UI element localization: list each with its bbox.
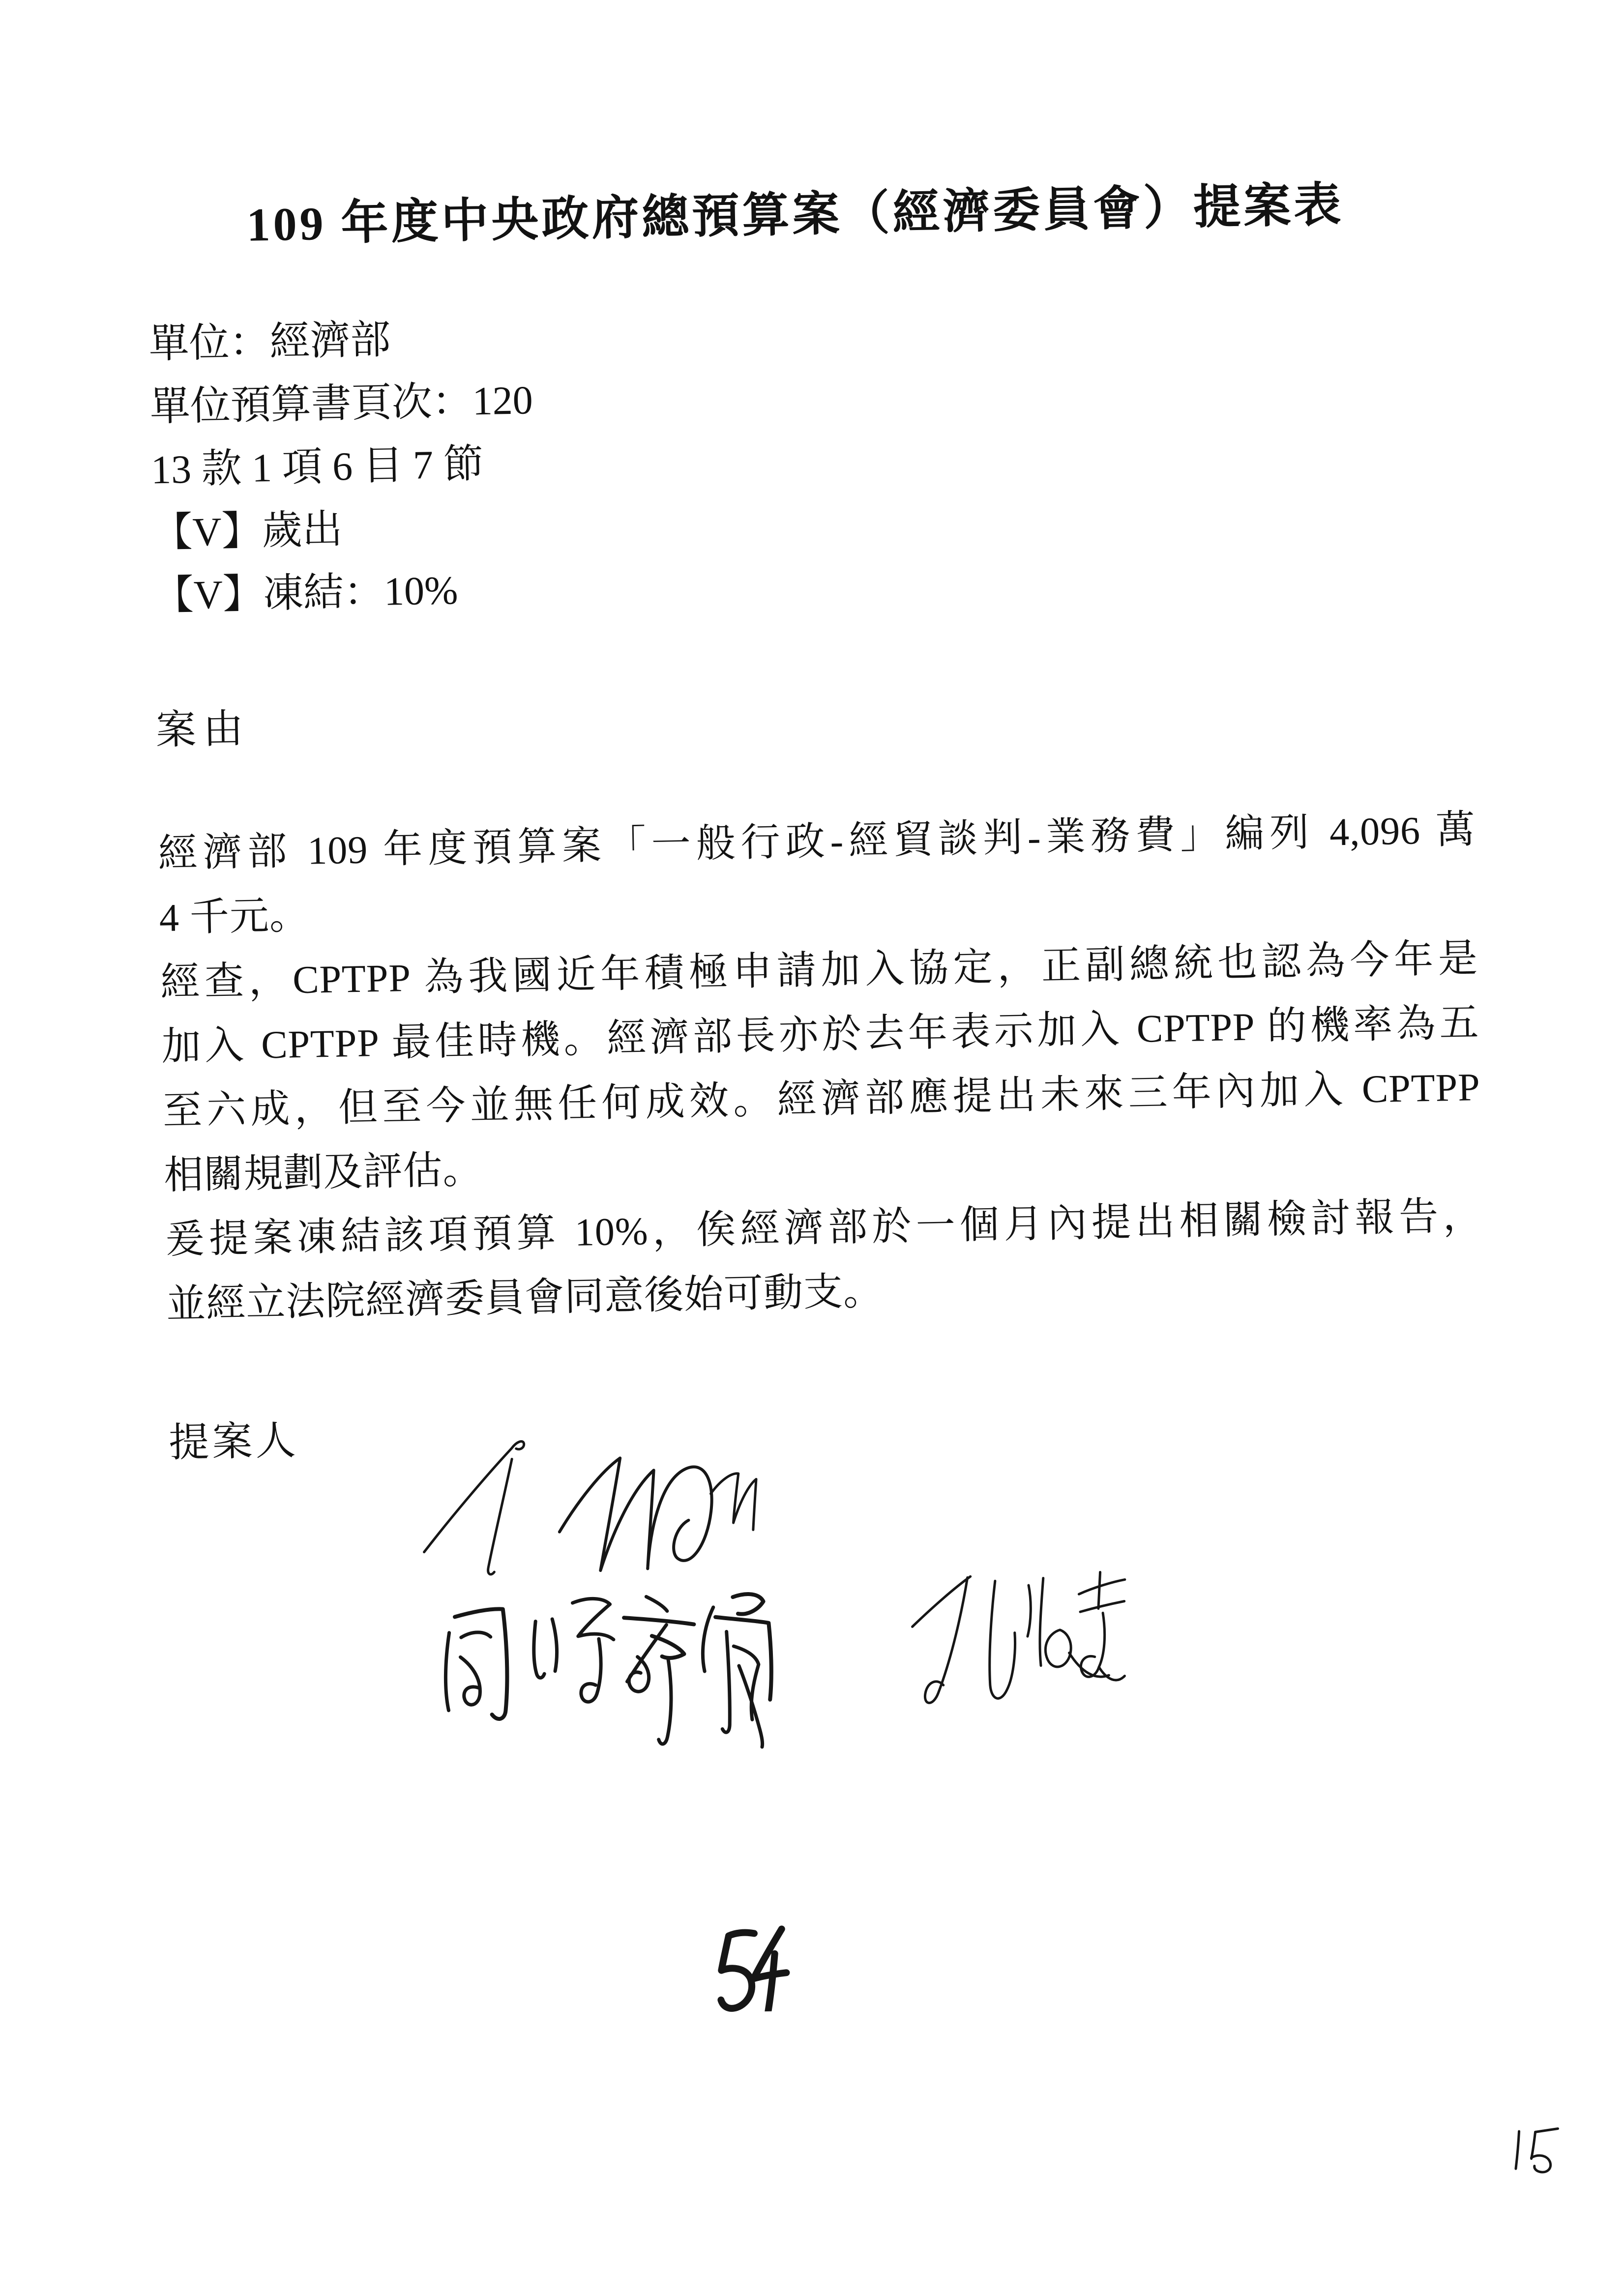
- body-line: 經濟部 109 年度預算案「一般行政-經貿談判-業務費」編列 4,096 萬: [157, 808, 1476, 876]
- case-description: [157, 798, 1484, 1337]
- section-heading-case: 案由: [155, 706, 251, 753]
- body-line: 相關規劃及評估。: [163, 1148, 483, 1198]
- signature-2-handwriting: [439, 1573, 786, 1757]
- handwritten-page-number-15: [1510, 2124, 1563, 2175]
- handwritten-page-number-54: [707, 1925, 792, 2012]
- page-title: 109 年度中央政府總預算案（經濟委員會）提案表: [246, 178, 1345, 251]
- body-line: 爰提案凍結該項預算 10%，俟經濟部於一個月內提出相關檢討報告，: [165, 1194, 1483, 1262]
- meta-block: [148, 289, 1471, 627]
- meta-budget-page-line: 單位預算書頁次：120: [149, 378, 533, 430]
- meta-budget-item-line: 13 款 1 項 6 目 7 節: [150, 441, 484, 493]
- proposer-label: 提案人: [168, 1418, 299, 1466]
- body-line: 加入 CPTPP 最佳時機。經濟部長亦於去年表示加入 CPTPP 的機率為五: [161, 1001, 1480, 1069]
- signature-1-handwriting: [411, 1424, 768, 1580]
- body-line: 經查，CPTPP 為我國近年積極申請加入協定，正副總統也認為今年是: [160, 937, 1478, 1005]
- checkbox-expenditure-line: 【V】歲出: [151, 507, 343, 555]
- checkbox-freeze-line: 【V】凍結：10%: [153, 567, 459, 618]
- meta-unit-line: 單位：經濟部: [148, 317, 391, 367]
- body-line: 4 千元。: [159, 894, 310, 940]
- body-line: 並經立法院經濟委員會同意後始可動支。: [166, 1270, 884, 1327]
- body-line: 至六成，但至今並無任何成效。經濟部應提出未來三年內加入 CPTPP: [162, 1066, 1481, 1133]
- signature-3-handwriting: [905, 1565, 1129, 1721]
